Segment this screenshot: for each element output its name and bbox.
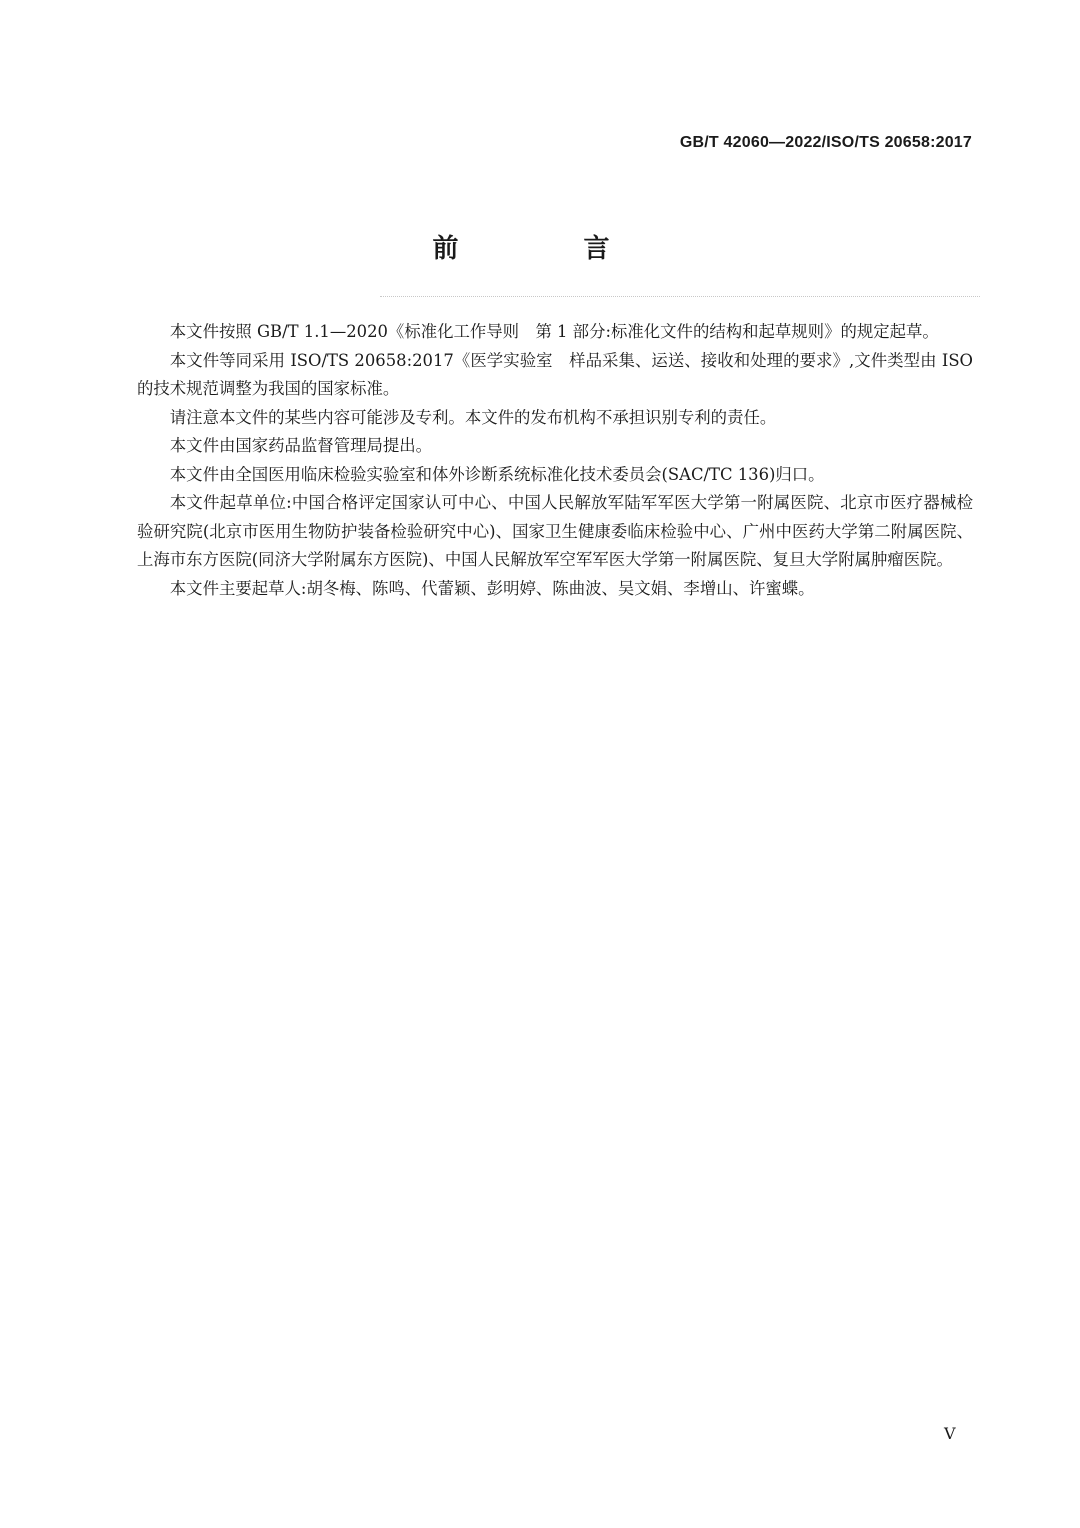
title-divider	[380, 296, 980, 297]
page-title: 前 言	[432, 234, 668, 264]
paragraph-adoption: 本文件等同采用 ISO/TS 20658:2017《医学实验室 样品采集、运送、接收和处理的要求》,文件类型由 ISO 的技术规范调整为我国的国家标准。	[137, 350, 973, 398]
paragraph-committee: 本文件由全国医用临床检验实验室和体外诊断系统标准化技术委员会(SAC/TC 136)归口。	[169, 464, 825, 484]
paragraph-patent-notice: 请注意本文件的某些内容可能涉及专利。本文件的发布机构不承担识别专利的责任。	[169, 407, 777, 427]
paragraph-drafters: 本文件主要起草人:胡冬梅、陈鸣、代蕾颖、彭明婷、陈曲波、吴文娟、李增山、许蜜蝶。	[169, 578, 815, 598]
standard-number-header: GB/T 42060—2022/ISO/TS 20658:2017	[679, 134, 972, 151]
page-number: V	[944, 1424, 956, 1443]
foreword-body	[137, 318, 973, 603]
paragraph-drafting-rules: 本文件按照 GB/T 1.1—2020《标准化工作导则 第 1 部分:标准化文件的结构和起草规则》的规定起草。	[169, 322, 939, 341]
paragraph-drafting-units: 本文件起草单位:中国合格评定国家认可中心、中国人民解放军陆军军医大学第一附属医院、北京市医疗器械检验研究院(北京市医用生物防护装备检验研究中心)、国家卫生健康委临床检验中心、广州中医药大学第二附属医院、上海市东方医院(同济大学附属东方医院)、中国人民解放军空军军医大学第一附属医院、复旦大学附属肿瘤医院。	[137, 493, 973, 569]
paragraph-proposer: 本文件由国家药品监督管理局提出。	[169, 436, 433, 455]
